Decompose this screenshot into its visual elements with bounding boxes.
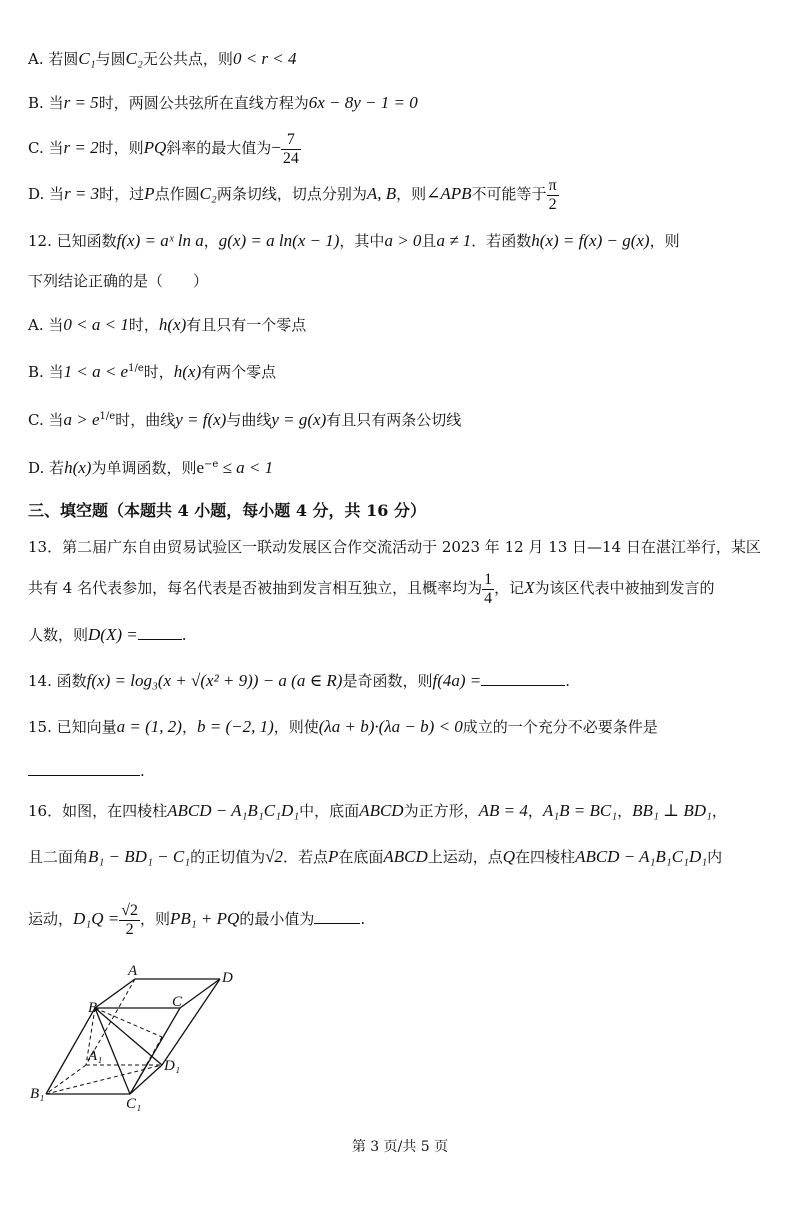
- q11-option-d: D. 当r = 3时，过P点作圆C₂两条切线，切点分别为A, B，则∠APB不可能等于 $\frac{\pi}{2}$: [28, 176, 557, 213]
- section-heading: 三、填空题（本题共 4 小题，每小题 4 分，共 16 分）: [28, 501, 426, 520]
- fraction: $\frac{7}{24}$: [282, 130, 299, 167]
- edge-BA: [95, 979, 135, 1008]
- q14-line: 14. 函数f(x) = log₃(x + √(x² + 9)) − a (a ∈ R)是奇函数，则f(4a) = .: [28, 671, 571, 690]
- label-D1: D₁: [164, 1058, 181, 1074]
- q15-blank-line: .: [28, 760, 145, 782]
- q16-line3: 运动，D₁Q = $\frac{√2}{2}$ ，则PB₁ + PQ的最小值为 .: [28, 901, 366, 938]
- edge-D1D: [162, 979, 220, 1065]
- fraction: $\frac{√2}{2}$: [121, 901, 138, 938]
- q12-option-a: A. 当0 < a < 1时，h(x)有且只有一个零点: [28, 315, 307, 334]
- q16-line1: 16．如图，在四棱柱ABCD − A₁B₁C₁D₁中，底面ABCD为正方形，AB = 4，A₁B = BC₁，BB₁ ⊥ BD₁，: [28, 801, 727, 820]
- q12-stem-line2: 下列结论正确的是（ ）: [28, 272, 209, 290]
- q12-option-b: B. 当$1 < a < e^{1/e}$时，h(x)有两个零点: [28, 362, 277, 381]
- label-A: A: [128, 963, 138, 979]
- q11-option-b: B. 当r = 5时，两圆公共弦所在直线方程为6x − 8y − 1 = 0: [28, 93, 418, 112]
- q13-line3: 人数，则D(X) = .: [28, 625, 187, 644]
- label-B: B: [88, 1000, 98, 1016]
- edge-DC: [180, 979, 220, 1008]
- label-D: D: [222, 970, 233, 986]
- q13-line1: 13．第二届广东自由贸易试验区一联动发展区合作交流活动于 2023 年 12 月 13 日—14 日在湛江举行，某区: [28, 538, 761, 556]
- edge-C1D1: [130, 1065, 162, 1094]
- q12-option-c: C. 当$a > e^{1/e}$时，曲线y = f(x)与曲线y = g(x)有且只有两条公切线: [28, 410, 462, 429]
- edge-B1D1: [46, 1065, 162, 1094]
- fraction: $\frac{1}{4}$: [484, 570, 493, 607]
- answer-blank[interactable]: [28, 761, 140, 776]
- label-B1: B₁: [30, 1086, 45, 1102]
- label-A1: A₁: [88, 1048, 103, 1064]
- q12-stem-line1: 12. 已知函数f(x) = aˣ ln a，g(x) = a ln(x − 1)，其中a > 0且a ≠ 1．若函数h(x) = f(x) − g(x)，则: [28, 231, 680, 250]
- answer-blank[interactable]: [314, 909, 360, 924]
- page-footer: 第 3 页/共 5 页: [351, 1139, 449, 1155]
- q13-line2: 共有 4 名代表参加，每名代表是否被抽到发言相互独立，且概率均为 $\frac{1}{4}$ ，记X为该区代表中被抽到发言的: [28, 570, 715, 607]
- edge-BD1: [95, 1008, 162, 1065]
- answer-blank[interactable]: [481, 671, 565, 686]
- q16-line2: 且二面角B₁ − BD₁ − C₁的正切值为√2．若点P在底面ABCD上运动，点Q在四棱柱ABCD − A₁B₁C₁D₁内: [28, 847, 723, 866]
- q15-line: 15. 已知向量a = (1, 2)，b = (−2, 1)，则使(λa + b)·(λa − b) < 0成立的一个充分不必要条件是: [28, 717, 658, 736]
- label-C: C: [172, 994, 183, 1010]
- edge-A1B1: [46, 1065, 86, 1094]
- prism-figure: [22, 962, 262, 1112]
- label-C1: C₁: [126, 1096, 142, 1112]
- answer-blank[interactable]: [138, 625, 182, 640]
- fraction: $\frac{\pi}{2}$: [548, 176, 557, 213]
- q11-option-c: C. 当r = 2时，则PQ斜率的最大值为− $\frac{7}{24}$: [28, 130, 299, 167]
- q11-option-a: A. 若圆C₁与圆C₂无公共点，则0 < r < 4: [28, 49, 297, 68]
- q12-option-d: D. 若h(x)为单调函数，则$e^{-e} \le a < 1$: [28, 458, 274, 477]
